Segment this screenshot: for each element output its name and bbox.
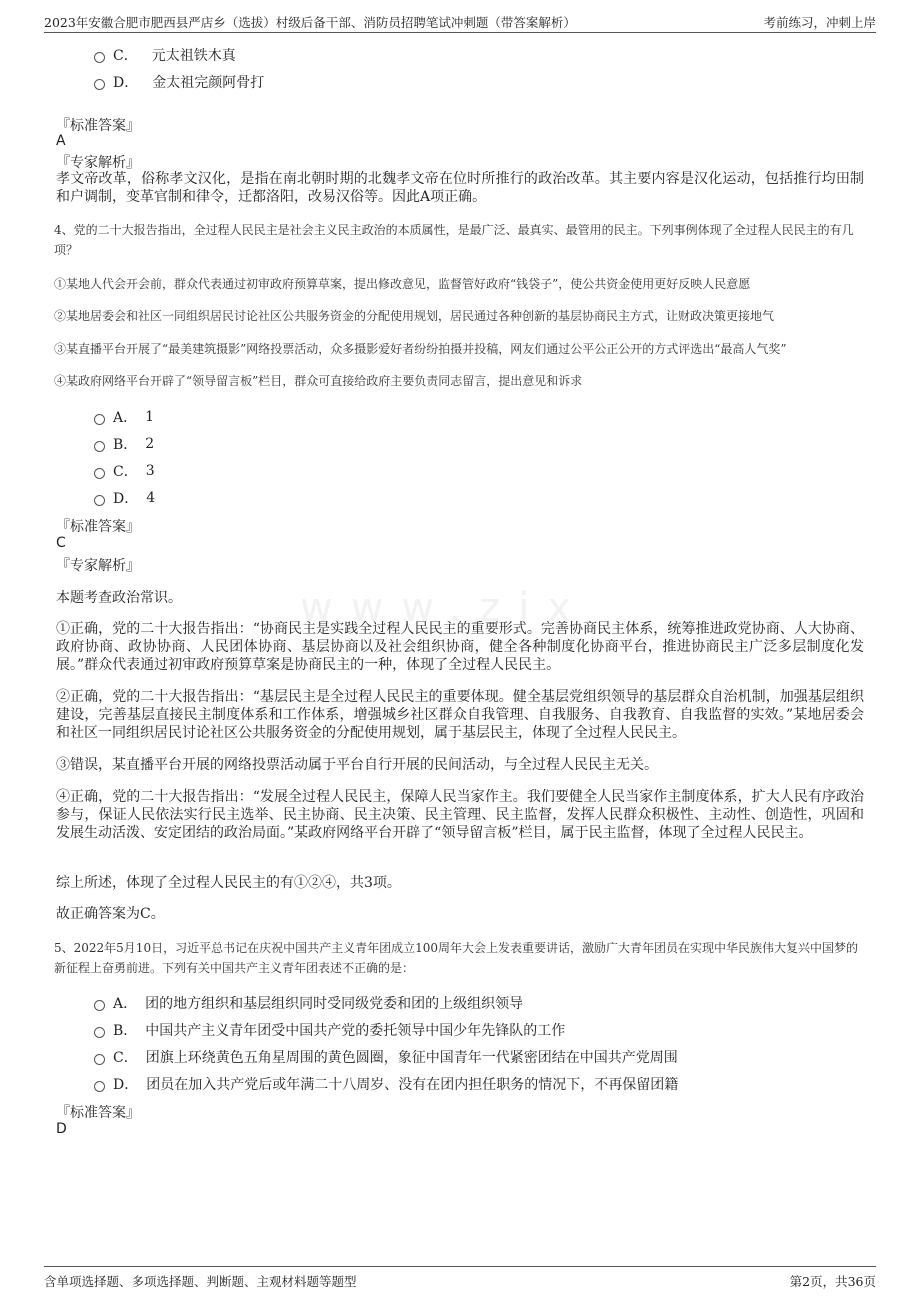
q4-option-a[interactable] bbox=[94, 407, 154, 427]
q4-statement-4: ④某政府网络平台开辟了“领导留言板”栏目，群众可直接给政府主要负责同志留言，提出意见和诉求 bbox=[54, 374, 583, 388]
option-text: 2 bbox=[145, 436, 155, 452]
header-divider bbox=[44, 32, 876, 33]
radio-icon[interactable] bbox=[94, 414, 105, 425]
q4-analysis-point-4: ④正确，党的二十大报告指出：“发展全过程人民民主，保障人民当家作主。我们要健全人民当家作主制度体系，扩大人民有序政治参与，保证人民依法实行民主选举、民主协商、民主决策、民主管理、民主监督，发挥人民群众积极性、主动性、创造性，巩固和发展生动活泼、安定团结的政治局面。”某政府网络平台开辟了“领导留言板”栏目，属于民主监督，体现了全过程人民民主。 bbox=[56, 789, 864, 841]
option-key: C． bbox=[113, 1050, 138, 1066]
q3-analysis: 孝文帝改革，俗称孝文汉化，是指在南北朝时期的北魏孝文帝在位时所推行的政治改革。其主要内容是汉化运动，包括推行均田制和户调制，变革官制和律令，迁都洛阳，改易汉俗等。因此A项正确。 bbox=[56, 171, 864, 205]
radio-icon[interactable] bbox=[94, 468, 105, 479]
radio-icon[interactable] bbox=[94, 1081, 105, 1092]
option-text: 团的地方组织和基层组织同时受同级党委和团的上级组织领导 bbox=[145, 996, 524, 1012]
q4-answer: C bbox=[56, 535, 66, 551]
q4-analysis-label: 『专家解析』 bbox=[56, 558, 140, 574]
option-key: C． bbox=[113, 48, 138, 64]
watermark: www.zix bbox=[300, 585, 589, 631]
option-text: 1 bbox=[145, 409, 155, 425]
page-number: 第2页，共36页 bbox=[789, 1274, 876, 1289]
option-text: 中国共产主义青年团受中国共产党的委托领导中国少年先锋队的工作 bbox=[145, 1023, 566, 1039]
option-text: 4 bbox=[146, 490, 156, 506]
radio-icon[interactable] bbox=[94, 1027, 105, 1038]
q3-option-c[interactable] bbox=[94, 45, 236, 65]
q4-option-b[interactable] bbox=[94, 434, 154, 454]
option-key: C． bbox=[113, 464, 138, 480]
q5-option-a[interactable] bbox=[94, 993, 523, 1013]
option-text: 元太祖铁木真 bbox=[151, 48, 236, 64]
option-key: D． bbox=[113, 1077, 139, 1093]
q4-statement-2: ②某地居委会和社区一同组织居民讨论社区公共服务资金的分配使用规划，居民通过各种创新的基层协商民主方式，让财政决策更接地气 bbox=[54, 309, 775, 323]
q5-answer-label: 『标准答案』 bbox=[56, 1105, 140, 1121]
q4-analysis-summary: 综上所述，体现了全过程人民民主的有①②④，共3项。 bbox=[56, 875, 401, 891]
radio-icon[interactable] bbox=[94, 1054, 105, 1065]
page-header bbox=[0, 0, 920, 34]
q3-analysis-label: 『专家解析』 bbox=[56, 155, 140, 171]
option-text: 金太祖完颜阿骨打 bbox=[152, 75, 265, 91]
q4-analysis-point-3: ③错误，某直播平台开展的网络投票活动属于平台自行开展的民间活动，与全过程人民民主无关。 bbox=[56, 757, 658, 773]
header-tagline: 考前练习，冲刺上岸 bbox=[763, 15, 876, 30]
q4-analysis-point-2: ②正确，党的二十大报告指出：“基层民主是全过程人民民主的重要体现。健全基层党组织领导的基层群众自治机制，加强基层组织建设，完善基层直接民主制度体系和工作体系，增强城乡社区群众自我管理、自我服务、自我教育、自我监督的实效。”某地居委会和社区一同组织居民讨论社区公共服务资金的分配使用规划，属于基层民主，体现了全过程人民民主。 bbox=[56, 689, 864, 741]
q3-answer-label: 『标准答案』 bbox=[56, 118, 140, 134]
footer-question-types: 含单项选择题、多项选择题、判断题、主观材料题等题型 bbox=[44, 1274, 357, 1289]
radio-icon[interactable] bbox=[94, 441, 105, 452]
q5-answer: D bbox=[56, 1121, 67, 1137]
radio-icon[interactable] bbox=[94, 495, 105, 506]
q3-answer: A bbox=[56, 133, 66, 149]
option-key: D． bbox=[113, 75, 139, 91]
q4-analysis-intro: 本题考查政治常识。 bbox=[56, 590, 182, 606]
q3-option-d[interactable] bbox=[94, 72, 264, 92]
q5-option-b[interactable] bbox=[94, 1020, 565, 1040]
q4-analysis-point-1: ①正确，党的二十大报告指出：“协商民主是实践全过程人民民主的重要形式。完善协商民主体系，统筹推进政党协商、人大协商、政府协商、政协协商、人民团体协商、基层协商以及社会组织协商，健全各种制度化协商平台，推进协商民主广泛多层制度化发展。”群众代表通过初审政府预算草案是协商民主的一种，体现了全过程人民民主。 bbox=[56, 621, 864, 673]
option-key: B． bbox=[113, 437, 138, 453]
radio-icon[interactable] bbox=[94, 52, 105, 63]
q4-option-c[interactable] bbox=[94, 461, 155, 481]
q5-stem: 5、2022年5月10日，习近平总书记在庆祝中国共产主义青年团成立100周年大会上发表重要讲话，激励广大青年团员在实现中华民族伟大复兴中国梦的新征程上奋勇前进。下列有关中国共产主义青年团表述不正确的是： bbox=[54, 941, 858, 975]
radio-icon[interactable] bbox=[94, 79, 105, 90]
option-key: A． bbox=[113, 996, 138, 1012]
radio-icon[interactable] bbox=[94, 1000, 105, 1011]
option-key: A． bbox=[113, 410, 138, 426]
q4-statement-1: ①某地人代会开会前，群众代表通过初审政府预算草案，提出修改意见，监督管好政府“钱袋子”，使公共资金使用更好反映人民意愿 bbox=[54, 277, 751, 291]
footer-divider bbox=[44, 1266, 876, 1267]
q4-analysis-conclusion: 故正确答案为C。 bbox=[56, 906, 165, 922]
q5-option-c[interactable] bbox=[94, 1047, 678, 1067]
option-text: 3 bbox=[145, 463, 155, 479]
option-text: 团员在加入共产党后或年满二十八周岁、没有在团内担任职务的情况下，不再保留团籍 bbox=[146, 1077, 679, 1093]
q4-statement-3: ③某直播平台开展了“最美建筑摄影”网络投票活动，众多摄影爱好者纷纷拍摄并投稿，网友们通过公平公正公开的方式评选出“最高人气奖” bbox=[54, 342, 787, 356]
option-key: D． bbox=[113, 491, 139, 507]
q4-stem: 4、党的二十大报告指出，全过程人民民主是社会主义民主政治的本质属性，是最广泛、最真实、最管用的民主。下列事例体现了全过程人民民主的有几项？ bbox=[54, 223, 854, 257]
option-key: B． bbox=[113, 1023, 138, 1039]
document-title: 2023年安徽合肥市肥西县严店乡（选拔）村级后备干部、消防员招聘笔试冲刺题（带答案解析） bbox=[44, 15, 576, 30]
q4-answer-label: 『标准答案』 bbox=[56, 519, 140, 535]
q4-option-d[interactable] bbox=[94, 488, 155, 508]
q5-option-d[interactable] bbox=[94, 1074, 678, 1094]
option-text: 团旗上环绕黄色五角星周围的黄色圆圈，象征中国青年一代紧密团结在中国共产党周围 bbox=[145, 1050, 678, 1066]
